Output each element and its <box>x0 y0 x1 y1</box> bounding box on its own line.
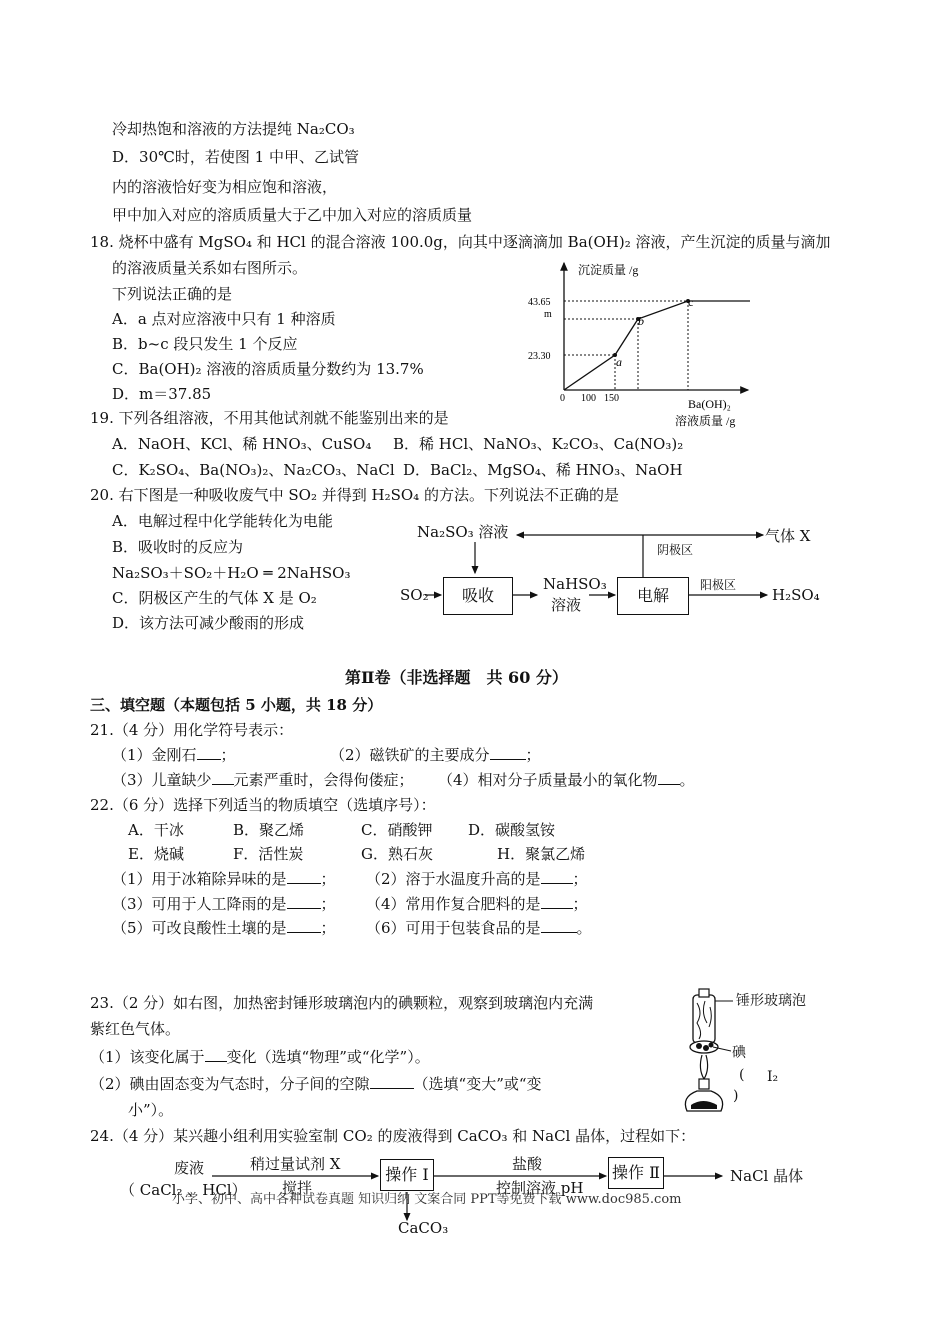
watermark-text: 小学、初中、高中各种试卷真题 知识归纳 文案合同 PPT等免费下载 www.doc985.com <box>172 1192 682 1207</box>
flow-so2-label: SO₂ <box>400 586 429 604</box>
flow-cathode-label: 阴极区 <box>657 543 694 557</box>
chart-origin-label: 0 <box>560 393 565 404</box>
process-caco3-label: CaCO₃ <box>398 1219 449 1237</box>
q17-line1: 冷却热饱和溶液的方法提纯 Na₂CO₃ <box>112 120 355 138</box>
process-waste-composition: （ CaCl₂ 、HCl） <box>120 1181 247 1199</box>
q22-stem: 22.（6 分）选择下列适当的物质填空（选填序号）： <box>90 796 436 814</box>
q18-option-a: A．a 点对应溶液中只有 1 种溶质 <box>112 310 336 328</box>
q18-option-d: D．m＝37.85 <box>112 385 212 403</box>
q22-part1: （1）用于冰箱除异味的是 ； <box>112 870 336 888</box>
fig-iodine-label: 碘 <box>732 1045 746 1061</box>
q19-option-c: C．K₂SO₄、Ba(NO₃)₂、Na₂CO₃、NaCl <box>112 461 395 479</box>
q23-stem: 23.（2 分）如右图，加热密封锤形玻璃泡内的碘颗粒，观察到玻璃泡内充满 <box>90 994 594 1012</box>
flow-na2so3-label: Na₂SO₃ 溶液 <box>417 523 509 541</box>
process-waste-label: 废液 <box>174 1159 205 1177</box>
q18-stem-2: 的溶液质量关系如右图所示。 <box>112 259 308 277</box>
q20-option-b-equation: Na₂SO₃＋SO₂＋H₂O ═ 2NaHSO₃ <box>112 564 351 582</box>
section3-heading: 三、填空题（本题包括 5 小题，共 18 分） <box>90 696 383 714</box>
q19-option-b: B．稀 HCl、NaNO₃、K₂CO₃、Ca(NO₃)₂ <box>393 435 684 453</box>
fig-paren-open: ( <box>739 1067 745 1083</box>
flow-absorb-box: 吸收 <box>443 577 513 615</box>
process-hcl-label: 盐酸 <box>512 1155 543 1173</box>
flow-h2so4-label: H₂SO₄ <box>772 586 820 604</box>
chart-y-tick-m: m <box>544 309 552 320</box>
q17-line3: 内的溶液恰好变为相应饱和溶液， <box>112 178 338 196</box>
flow-gas-x-label: 气体 X <box>765 527 811 545</box>
flow-electrolysis-box: 电解 <box>617 577 689 615</box>
q18-stem-3: 下列说法正确的是 <box>112 285 233 303</box>
q19-stem: 19. 下列各组溶液，不用其他试剂就不能鉴别出来的是 <box>90 409 449 427</box>
q22-option-f: F．活性炭 <box>233 845 304 863</box>
q22-option-b: B．聚乙烯 <box>233 821 305 839</box>
precipitate-chart <box>520 255 770 430</box>
q21-stem: 21.（4 分）用化学符号表示： <box>90 721 294 739</box>
q17-line2: D．30℃时，若使图 1 中甲、乙试管 <box>112 148 359 166</box>
fig-i2-label: I₂ <box>767 1069 779 1085</box>
q22-option-a: A．干冰 <box>128 821 184 839</box>
flow-nahso3-label: NaHSO₃ <box>543 575 607 593</box>
q20-option-c: C．阴极区产生的气体 X 是 O₂ <box>112 589 317 607</box>
process-operation-1-box: 操作 I <box>380 1159 434 1191</box>
chart-y-label: 沉淀质量 /g <box>578 263 639 277</box>
flow-anode-label: 阳极区 <box>700 578 737 592</box>
iodine-bulb-figure <box>675 985 835 1120</box>
flow-nahso3-solution-label: 溶液 <box>551 596 582 614</box>
q21-part1: （1）金刚石 ； <box>112 746 236 764</box>
chart-point-a-label: a <box>616 355 622 369</box>
chart-y-tick-2330: 23.30 <box>528 351 551 362</box>
q22-part5: （5）可改良酸性土壤的是 ； <box>112 919 336 937</box>
fig-bulb-label: 锤形玻璃泡 <box>736 993 806 1009</box>
chart-x-label-1: Ba(OH)₂ <box>688 397 731 411</box>
q23-part2-cont: 小”）。 <box>128 1101 174 1119</box>
q20-option-d: D．该方法可减少酸雨的形成 <box>112 614 305 632</box>
q22-option-h: H．聚氯乙烯 <box>497 845 586 863</box>
q22-part2: （2）溶于水温度升高的是 ； <box>366 870 588 888</box>
q22-option-e: E．烧碱 <box>128 845 184 863</box>
q22-option-g: G．熟石灰 <box>361 845 433 863</box>
q19-option-a: A．NaOH、KCl、稀 HNO₃、CuSO₄ <box>112 435 372 453</box>
chart-x-tick-150: 150 <box>604 393 619 404</box>
q21-part4: （4）相对分子质量最小的氧化物 。 <box>438 771 695 789</box>
q23-stem-2: 紫红色气体。 <box>90 1020 181 1038</box>
q18-option-b: B．b~c 段只发生 1 个反应 <box>112 335 298 353</box>
nacl-process-flow <box>112 1150 812 1240</box>
chart-series-line <box>564 301 750 390</box>
chart-y-tick-4365: 43.65 <box>528 297 551 308</box>
chart-x-label-2: 溶液质量 /g <box>675 414 736 428</box>
q20-option-b: B．吸收时的反应为 <box>112 538 244 556</box>
chart-x-tick-100: 100 <box>581 393 596 404</box>
q21-part3: （3）儿童缺少 元素严重时，会得佝偻症； <box>112 771 414 789</box>
q23-part2: （2）碘由固态变为气态时，分子间的空隙 （选填“变大”或“变 <box>90 1075 542 1093</box>
process-ph-label: 控制溶液 pH <box>496 1179 584 1197</box>
q22-option-d: D．碳酸氢铵 <box>468 821 556 839</box>
q19-option-d: D．BaCl₂、MgSO₄、稀 HNO₃、NaOH <box>403 461 683 479</box>
process-reagent-label: 稍过量试剂 X <box>250 1155 341 1173</box>
q18-option-c: C．Ba(OH)₂ 溶液的溶质质量分数约为 13.7% <box>112 360 424 378</box>
q23-part1: （1）该变化属于 变化（选填“物理”或“化学”）。 <box>90 1048 430 1066</box>
q20-option-a: A．电解过程中化学能转化为电能 <box>112 512 333 530</box>
q22-part3: （3）可用于人工降雨的是 ； <box>112 895 336 913</box>
fig-paren-close: ) <box>733 1088 739 1104</box>
process-stir-label: 搅拌 <box>282 1179 313 1197</box>
q21-part2: （2）磁铁矿的主要成分 ； <box>330 746 541 764</box>
q18-stem: 18. 烧杯中盛有 MgSO₄ 和 HCl 的混合溶液 100.0g，向其中逐滴滴加 Ba(OH)₂ 溶液，产生沉淀的质量与滴加 <box>90 233 831 251</box>
q22-part4: （4）常用作复合肥料的是 ； <box>366 895 588 913</box>
chart-point-b-label: b <box>638 314 644 328</box>
q20-stem: 20. 右下图是一种吸收废气中 SO₂ 并得到 H₂SO₄ 的方法。下列说法不正确的是 <box>90 486 619 504</box>
so2-absorption-flow <box>395 515 835 625</box>
q22-part6: （6）可用于包装食品的是 。 <box>366 919 592 937</box>
part2-title: 第Ⅱ卷（非选择题 共 60 分） <box>345 668 568 687</box>
process-operation-2-box: 操作 Ⅱ <box>608 1157 664 1189</box>
q24-stem: 24.（4 分）某兴趣小组利用实验室制 CO₂ 的废液得到 CaCO₃ 和 NaCl 晶体，过程如下： <box>90 1127 696 1145</box>
q17-line4: 甲中加入对应的溶质质量大于乙中加入对应的溶质质量 <box>112 206 473 224</box>
chart-point-c-label: c <box>688 295 694 309</box>
process-nacl-label: NaCl 晶体 <box>730 1167 804 1185</box>
q22-option-c: C．硝酸钾 <box>361 821 433 839</box>
